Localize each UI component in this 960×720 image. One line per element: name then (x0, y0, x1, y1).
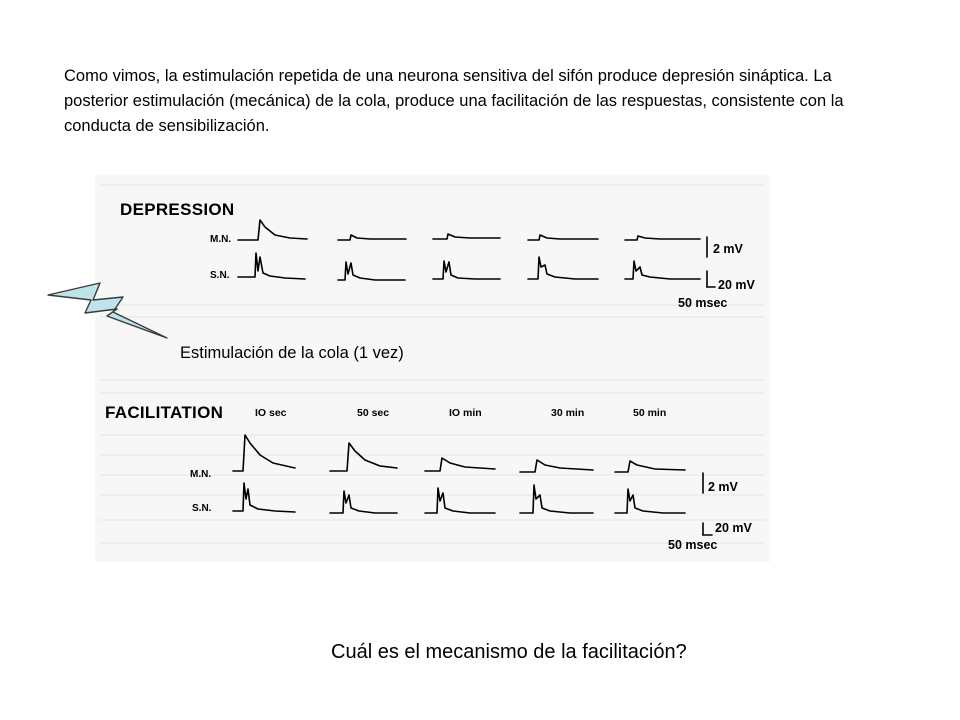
depression-mn-trace-5 (625, 236, 700, 240)
facilitation-time-labels (255, 407, 666, 419)
depression-sn-trace-2 (338, 262, 405, 280)
stimulus-caption: Estimulación de la cola (1 vez) (180, 344, 404, 362)
time-label-2: 50 sec (357, 407, 390, 419)
intro-paragraph: Como vimos, la estimulación repetida de una neurona sensitiva del sifón produce depresión sináptica. La posterior estimulación (mecánica) de la cola, produce una facilitación de las respuestas, consistente con la conducta de sensibilización. (64, 67, 844, 135)
depression-sn-trace-1 (238, 253, 305, 279)
facilitation-mn-trace-5 (615, 461, 685, 472)
facilitation-mn-trace-1 (233, 435, 295, 471)
time-label-1: IO sec (255, 407, 287, 419)
depression-scale-sn: 20 mV (718, 278, 755, 292)
lightning-bolt-icon (45, 280, 175, 342)
facilitation-mn-traces (233, 435, 685, 472)
facilitation-mn-trace-2 (330, 443, 397, 471)
depression-sn-trace-3 (433, 261, 500, 279)
question-text: Cuál es el mecanismo de la facilitación? (331, 641, 687, 663)
depression-sn-traces (238, 253, 700, 280)
facilitation-sn-trace-5 (615, 489, 685, 513)
facilitation-sn-label: S.N. (192, 503, 212, 514)
facilitation-sn-trace-3 (425, 488, 495, 513)
depression-sn-trace-4 (528, 257, 598, 279)
traces-svg (95, 175, 770, 562)
depression-mn-traces (238, 220, 700, 240)
facilitation-mn-label: M.N. (190, 469, 212, 480)
electrophysiology-figure (95, 175, 770, 562)
facilitation-mn-trace-4 (520, 460, 593, 472)
facilitation-mn-trace-3 (425, 458, 495, 471)
facilitation-scale-mn: 2 mV (708, 480, 738, 494)
depression-mn-trace-4 (528, 235, 598, 240)
depression-sn-label: S.N. (210, 270, 230, 281)
facilitation-sn-trace-2 (330, 491, 397, 513)
time-label-4: 30 min (551, 407, 585, 419)
time-label-3: IO min (449, 407, 482, 419)
facilitation-scale-sn: 20 mV (715, 521, 752, 535)
facilitation-scale-time: 50 msec (668, 538, 718, 552)
depression-sn-trace-5 (625, 261, 700, 279)
depression-title: DEPRESSION (120, 200, 235, 219)
depression-scale-mn: 2 mV (713, 242, 743, 256)
facilitation-sn-trace-4 (520, 485, 593, 513)
depression-mn-trace-3 (433, 234, 500, 239)
time-label-5: 50 min (633, 407, 667, 419)
facilitation-sn-trace-1 (233, 483, 295, 512)
depression-mn-trace-1 (238, 220, 307, 240)
depression-scale-time: 50 msec (678, 296, 728, 310)
depression-mn-label: M.N. (210, 234, 232, 245)
depression-mn-trace-2 (338, 235, 406, 240)
facilitation-title: FACILITATION (105, 403, 224, 422)
facilitation-sn-traces (233, 483, 685, 513)
